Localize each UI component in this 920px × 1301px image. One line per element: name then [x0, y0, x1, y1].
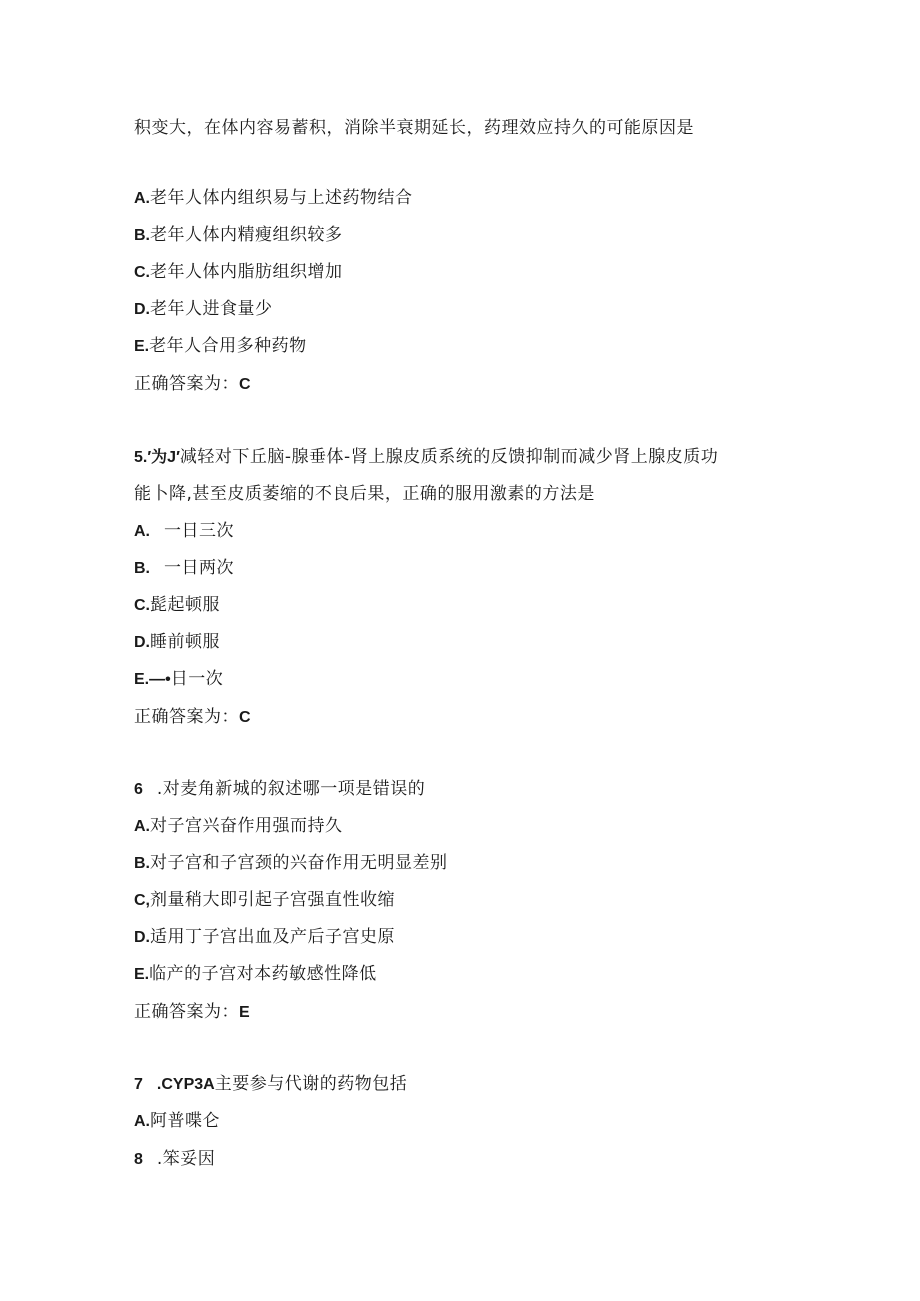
option-text: 对子宫和子宫颈的兴奋作用无明显差别	[150, 853, 448, 873]
option-text: 一日两次	[164, 558, 234, 578]
option-label: B.	[134, 855, 150, 872]
option-label: A.	[134, 190, 150, 207]
q6-option-d	[134, 925, 395, 950]
option-label: D.	[134, 929, 150, 946]
option-text: 老年人体内精瘦组织较多	[150, 225, 343, 245]
q6-stem	[134, 777, 425, 802]
option-text: 老年人进食量少	[150, 299, 273, 319]
option-label: E.	[134, 338, 150, 355]
option-text: 剂量稍大即引起子宫强直性收缩	[150, 890, 395, 910]
question-number: 8	[134, 1151, 143, 1168]
q7-stem	[134, 1072, 407, 1097]
q5-stem-text-1: 减轻对下丘脑-腺垂体-肾上腺皮质系统的反馈抑制而减少肾上腺皮质功	[179, 447, 719, 467]
q5-option-d	[134, 630, 220, 655]
question-number: 5.	[134, 449, 148, 466]
option-text: 老年人体内脂肪组织增加	[150, 262, 343, 282]
q4-answer	[134, 372, 251, 397]
option-label: A.	[134, 523, 150, 540]
option-text: 适用丁子宫出血及产后子宫史原	[150, 927, 395, 947]
q5-option-a	[134, 519, 234, 544]
q4-option-a	[134, 186, 413, 211]
option-label: E.	[134, 966, 150, 983]
q4-option-b	[134, 223, 343, 248]
option-label: A.	[134, 818, 150, 835]
answer-value: E	[239, 1004, 251, 1021]
option-text: 阿普喋仑	[150, 1111, 220, 1131]
question-number: 7	[134, 1076, 143, 1093]
q8-stem-text: .笨妥因	[156, 1149, 216, 1169]
q6-option-b	[134, 851, 448, 876]
answer-value: C	[239, 709, 252, 726]
q6-option-c	[134, 888, 395, 913]
question-number: 6	[134, 781, 143, 798]
q4-option-d	[134, 297, 273, 322]
q8-stem	[134, 1147, 215, 1172]
option-label: C.	[134, 264, 150, 281]
option-label: C,	[134, 892, 150, 909]
q6-stem-text: .对麦角新城的叙述哪一项是错误的	[156, 779, 426, 799]
answer-prefix: 正确答案为：	[134, 1002, 239, 1022]
q5-option-e	[134, 667, 223, 692]
q5-stem-text-2: 能卜降,甚至皮质萎缩的不良后果，正确的服用激素的方法是	[134, 484, 595, 504]
option-label: D.	[134, 634, 150, 651]
q6-option-e	[134, 962, 377, 987]
q4-stem-text: 积变大，在体内容易蓄积，消除半衰期延长，药理效应持久的可能原因是	[134, 118, 694, 138]
q6-answer	[134, 1000, 250, 1025]
q5-option-b	[134, 556, 234, 581]
garbled-text: ′为J′	[147, 449, 180, 466]
option-text: 对子宫兴奋作用强而持久	[150, 816, 343, 836]
q5-option-c	[134, 593, 220, 618]
option-label: E.—•	[134, 671, 171, 688]
option-text: 老年人合用多种药物	[149, 336, 307, 356]
q6-option-a	[134, 814, 343, 839]
answer-value: C	[239, 376, 252, 393]
q7-stem-prefix: .CYP3A	[156, 1076, 215, 1093]
option-label: D.	[134, 301, 150, 318]
q7-option-a	[134, 1109, 220, 1134]
option-label: B.	[134, 560, 150, 577]
option-label: C.	[134, 597, 150, 614]
q5-stem-line1	[134, 445, 718, 470]
answer-prefix: 正确答案为：	[134, 707, 239, 727]
q4-stem-continuation	[134, 116, 694, 140]
q4-option-c	[134, 260, 343, 285]
option-label: B.	[134, 227, 150, 244]
option-text: 临产的子宫对本药敏感性降低	[149, 964, 377, 984]
option-text: 老年人体内组织易与上述药物结合	[150, 188, 413, 208]
answer-prefix: 正确答案为：	[134, 374, 239, 394]
q7-stem-text: 主要参与代谢的药物包括	[214, 1074, 408, 1094]
option-text: 一日三次	[164, 521, 234, 541]
option-text: 睡前顿服	[150, 632, 220, 652]
q4-option-e	[134, 334, 307, 359]
option-text: 日一次	[170, 669, 224, 689]
q5-stem-line2	[134, 482, 595, 506]
option-label: A.	[134, 1113, 150, 1130]
q5-answer	[134, 705, 251, 730]
option-text: 髭起顿服	[150, 595, 220, 615]
